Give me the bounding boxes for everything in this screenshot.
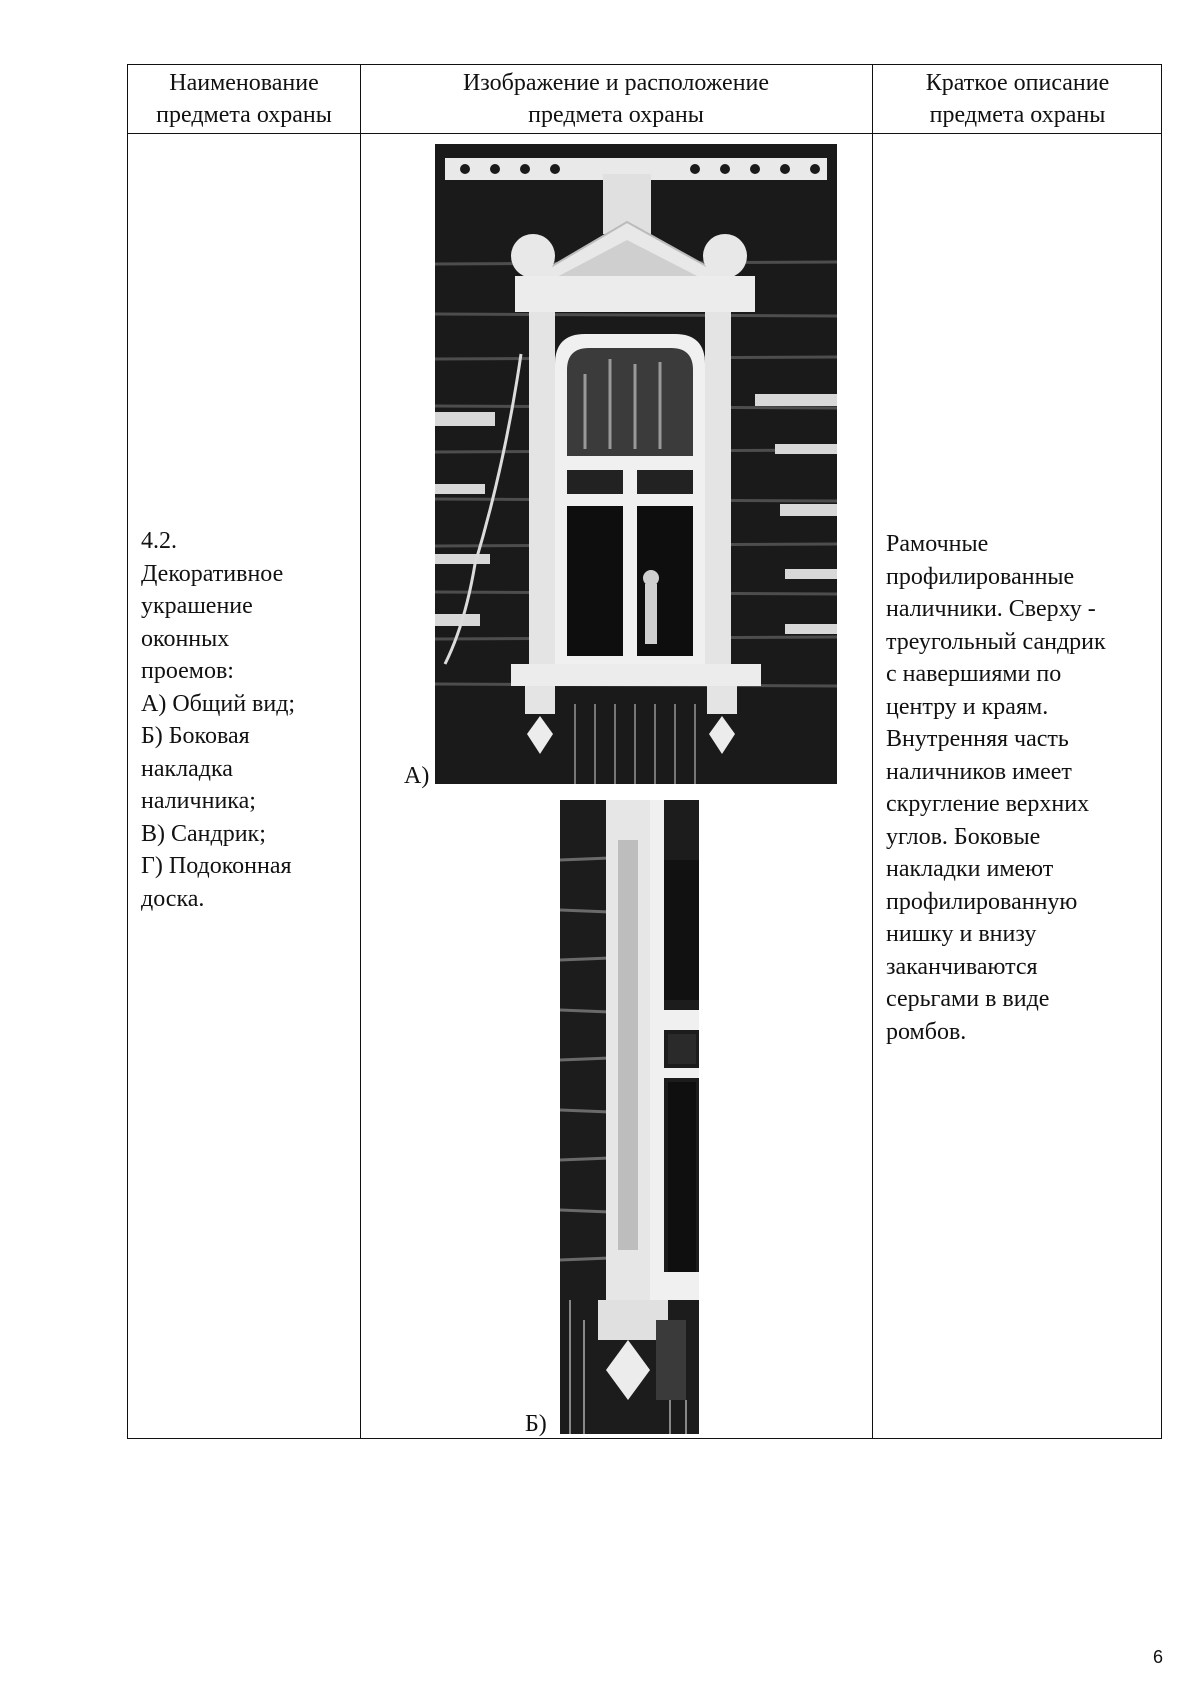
name-line: украшение	[141, 593, 253, 619]
name-line: проемов:	[141, 658, 234, 684]
figure-a-label: А)	[404, 763, 430, 789]
description-line: профилированные	[886, 563, 1075, 590]
description-line: заканчиваются	[886, 953, 1038, 980]
name-line: наличника;	[141, 788, 256, 814]
page-number: 6	[1152, 1647, 1163, 1667]
description-line: профилированную	[886, 888, 1078, 915]
header-line: предмета охраны	[929, 102, 1106, 128]
description-line: центру и краям.	[886, 693, 1049, 720]
window-general-view-photo	[435, 144, 837, 784]
name-line: 4.2.	[141, 528, 177, 554]
column-divider	[872, 65, 873, 1438]
description-line: нишку и внизу	[886, 921, 1037, 947]
description-line: треугольный сандрик	[886, 628, 1106, 655]
description-line: с навершиями по	[886, 661, 1062, 687]
description-line: ромбов.	[886, 1018, 967, 1045]
name-line: доска.	[141, 885, 205, 912]
header-description-column	[872, 65, 1163, 133]
name-line: В) Сандрик;	[141, 820, 266, 847]
name-line: оконных	[141, 625, 230, 652]
name-line: Г) Подоконная	[141, 853, 292, 879]
description-line: наличников имеет	[886, 758, 1072, 785]
description-line: скругление верхних	[886, 791, 1090, 817]
description-line: Внутренняя часть	[886, 726, 1069, 752]
column-divider	[360, 65, 361, 1438]
description-line: Рамочные	[886, 531, 989, 557]
subject-description-cell	[886, 528, 1156, 1048]
figure-b-label: Б)	[525, 1411, 547, 1437]
header-image-column	[360, 65, 872, 133]
header-line: Наименование	[169, 70, 319, 96]
name-line: Б) Боковая	[141, 723, 250, 749]
name-line: Декоративное	[141, 560, 284, 587]
description-line: углов. Боковые	[886, 823, 1041, 850]
header-line: Изображение и расположение	[462, 70, 770, 96]
description-line: накладки имеют	[886, 856, 1054, 882]
header-line: Краткое описание	[925, 70, 1110, 96]
header-name-column	[128, 65, 360, 133]
name-line: накладка	[141, 755, 233, 782]
side-trim-photo	[560, 800, 699, 1434]
header-line: предмета охраны	[528, 102, 704, 128]
name-line: А) Общий вид;	[141, 690, 296, 717]
header-line: предмета охраны	[156, 102, 332, 128]
description-line: серьгами в виде	[886, 986, 1050, 1012]
description-line: наличники. Сверху -	[886, 596, 1096, 622]
window-photo-illustration	[435, 144, 837, 784]
side-trim-illustration	[560, 800, 699, 1434]
subject-name-cell	[141, 525, 356, 915]
header-divider	[128, 133, 1161, 134]
